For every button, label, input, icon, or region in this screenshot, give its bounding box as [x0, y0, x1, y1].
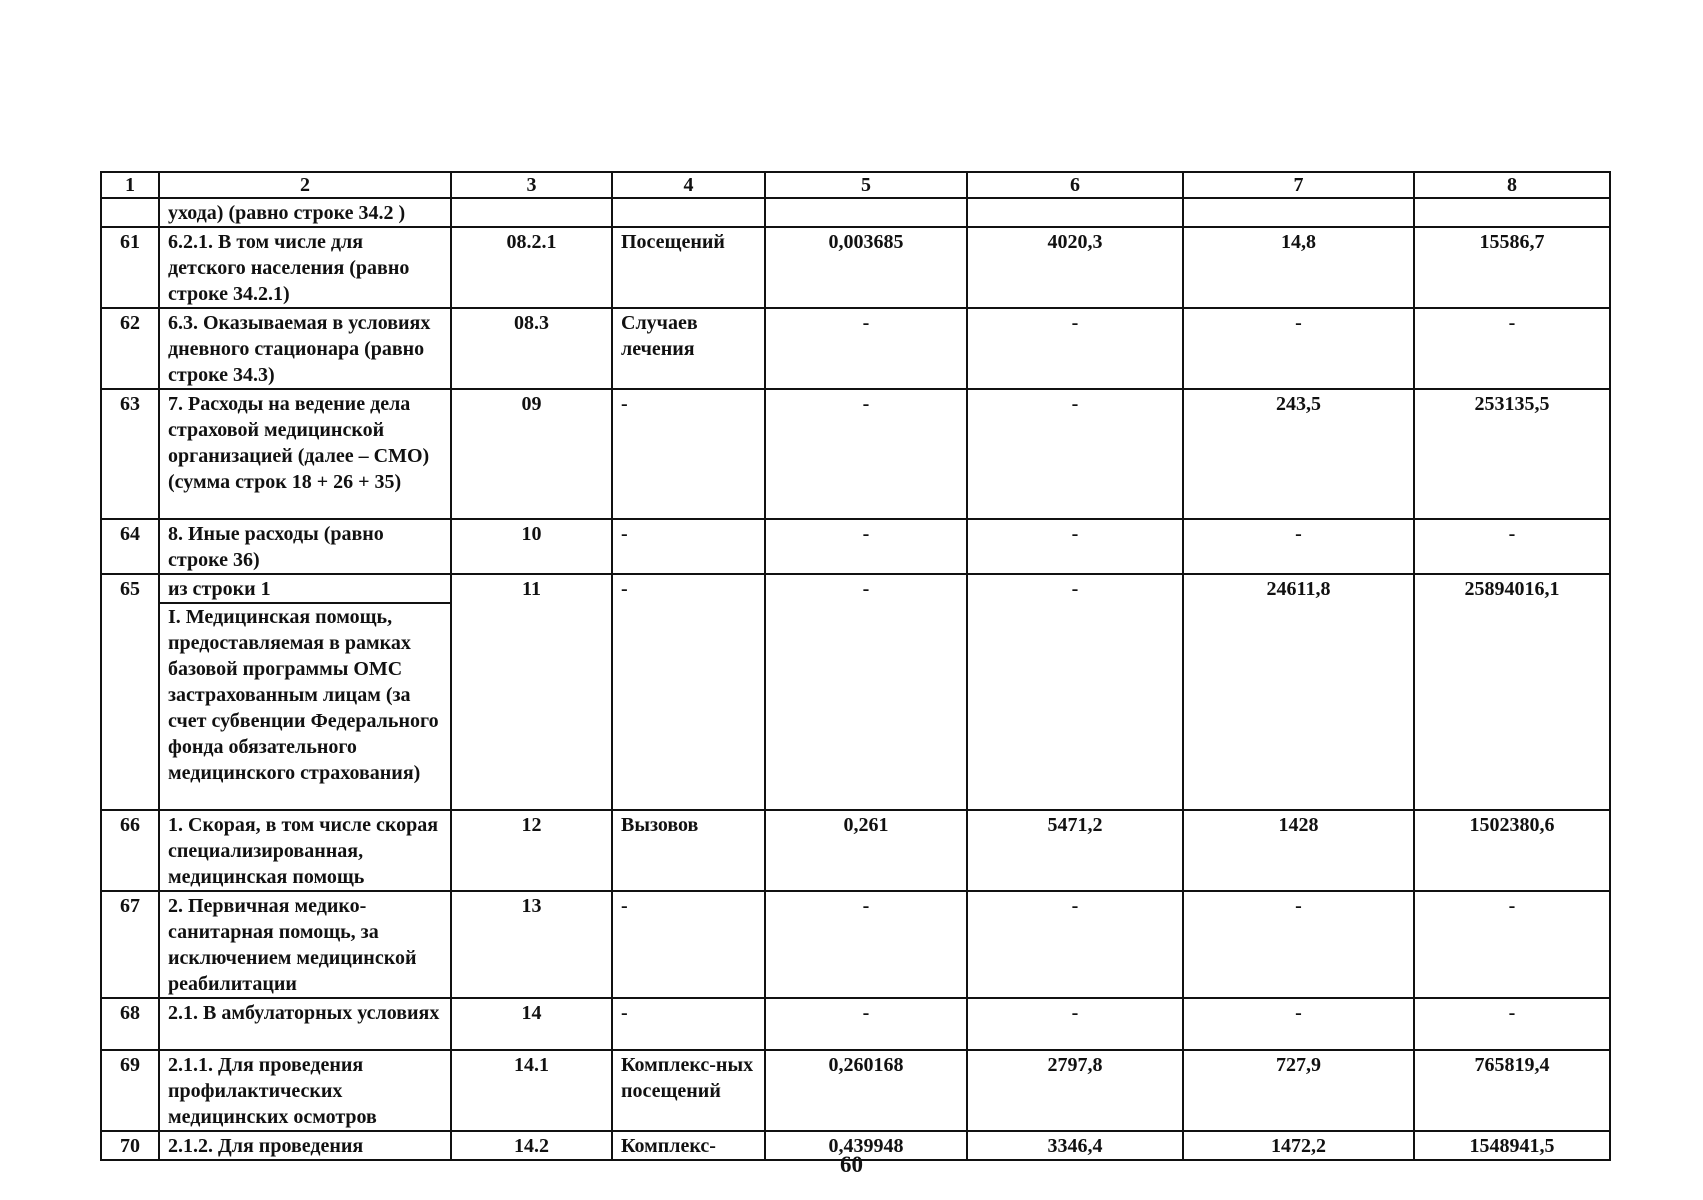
row-code: 08.3	[451, 308, 612, 389]
row-unit: -	[612, 519, 765, 574]
row-value-col7: 1472,2	[1183, 1131, 1414, 1160]
column-number-header: 4	[612, 172, 765, 198]
row-value-col7: 14,8	[1183, 227, 1414, 308]
row-value-col7: -	[1183, 891, 1414, 998]
row-code: 09	[451, 389, 612, 519]
row-value-col7	[1183, 198, 1414, 227]
row-value-col7: -	[1183, 998, 1414, 1050]
row-value-col7: 1428	[1183, 810, 1414, 891]
column-number-header: 3	[451, 172, 612, 198]
row-value-col8: 765819,4	[1414, 1050, 1610, 1131]
row-name: 6.2.1. В том числе для детского населения (равно строке 34.2.1)	[159, 227, 451, 308]
row-code: 12	[451, 810, 612, 891]
row-value-col6: 4020,3	[967, 227, 1183, 308]
row-value-col5: -	[765, 519, 967, 574]
row-value-col8	[1414, 198, 1610, 227]
row-name: 2.1. В амбулаторных условиях	[159, 998, 451, 1050]
row-unit: -	[612, 891, 765, 998]
table-row	[101, 519, 1610, 574]
row-value-col7: 243,5	[1183, 389, 1414, 519]
row-value-col7: -	[1183, 519, 1414, 574]
row-value-col5: 0,260168	[765, 1050, 967, 1131]
row-code: 14.1	[451, 1050, 612, 1131]
row-unit: -	[612, 389, 765, 519]
column-number-header: 7	[1183, 172, 1414, 198]
row-value-col5: 0,003685	[765, 227, 967, 308]
row-value-col6: -	[967, 389, 1183, 519]
row-name-heading: из строки 1	[168, 578, 271, 600]
table-row	[101, 810, 1610, 891]
row-code: 14	[451, 998, 612, 1050]
row-value-col7: 727,9	[1183, 1050, 1414, 1131]
row-value-col8: -	[1414, 998, 1610, 1050]
table-row	[101, 998, 1610, 1050]
table-row	[101, 1050, 1610, 1131]
row-name: 1. Скорая, в том числе скорая специализированная, медицинская помощь	[159, 810, 451, 891]
row-number: 62	[101, 308, 159, 389]
row-value-col5	[765, 198, 967, 227]
row-value-col6: -	[967, 308, 1183, 389]
row-name: 2.1.2. Для проведения	[159, 1131, 451, 1160]
row-value-col8: -	[1414, 308, 1610, 389]
table-row	[101, 891, 1610, 998]
row-value-col5: -	[765, 998, 967, 1050]
row-value-col8: -	[1414, 891, 1610, 998]
row-name-subheading: I. Медицинская помощь, предоставляемая в рамках базовой программы ОМС застрахованным лицам (за счет субвенции Федерального фонда обязательного медицинского страхования)	[160, 602, 450, 786]
row-name: 2. Первичная медико-санитарная помощь, за исключением медицинской реабилитации	[159, 891, 451, 998]
table-row	[101, 389, 1610, 519]
row-unit: Вызовов	[612, 810, 765, 891]
column-number-header: 1	[101, 172, 159, 198]
row-value-col6: -	[967, 519, 1183, 574]
table-row	[101, 574, 1610, 810]
row-number: 67	[101, 891, 159, 998]
row-value-col6: -	[967, 574, 1183, 810]
row-number: 65	[101, 574, 159, 810]
row-name: 6.3. Оказываемая в условиях дневного стационара (равно строке 34.3)	[159, 308, 451, 389]
column-number-header: 2	[159, 172, 451, 198]
row-value-col6: 2797,8	[967, 1050, 1183, 1131]
row-value-col5: -	[765, 389, 967, 519]
table-row	[101, 198, 1610, 227]
row-value-col5: -	[765, 891, 967, 998]
row-code: 08.2.1	[451, 227, 612, 308]
row-unit: -	[612, 998, 765, 1050]
row-value-col8: 25894016,1	[1414, 574, 1610, 810]
row-value-col6	[967, 198, 1183, 227]
row-number: 68	[101, 998, 159, 1050]
row-value-col7: -	[1183, 308, 1414, 389]
row-value-col6: 5471,2	[967, 810, 1183, 891]
column-number-row	[101, 172, 1610, 198]
row-code	[451, 198, 612, 227]
data-table	[100, 171, 1611, 1161]
row-value-col8: 1548941,5	[1414, 1131, 1610, 1160]
row-code: 14.2	[451, 1131, 612, 1160]
row-value-col6: 3346,4	[967, 1131, 1183, 1160]
row-number: 70	[101, 1131, 159, 1160]
row-unit: Комплекс-	[612, 1131, 765, 1160]
row-value-col5: 0,439948	[765, 1131, 967, 1160]
row-name: ухода) (равно строке 34.2 )	[159, 198, 451, 227]
row-value-col5: -	[765, 574, 967, 810]
row-value-col8: -	[1414, 519, 1610, 574]
row-number: 64	[101, 519, 159, 574]
row-number: 66	[101, 810, 159, 891]
row-number	[101, 198, 159, 227]
row-number: 63	[101, 389, 159, 519]
table-row	[101, 227, 1610, 308]
row-value-col6: -	[967, 891, 1183, 998]
row-value-col8: 15586,7	[1414, 227, 1610, 308]
document-page	[100, 171, 1611, 1161]
column-number-header: 8	[1414, 172, 1610, 198]
row-unit: Случаев лечения	[612, 308, 765, 389]
row-name: 8. Иные расходы (равно строке 36)	[159, 519, 451, 574]
row-number: 69	[101, 1050, 159, 1131]
row-value-col8: 1502380,6	[1414, 810, 1610, 891]
row-value-col6: -	[967, 998, 1183, 1050]
row-value-col5: 0,261	[765, 810, 967, 891]
column-number-header: 6	[967, 172, 1183, 198]
row-name: 2.1.1. Для проведения профилактических медицинских осмотров	[159, 1050, 451, 1131]
row-value-col8: 253135,5	[1414, 389, 1610, 519]
row-value-col7: 24611,8	[1183, 574, 1414, 810]
column-number-header: 5	[765, 172, 967, 198]
row-unit	[612, 198, 765, 227]
row-number: 61	[101, 227, 159, 308]
row-unit: -	[612, 574, 765, 810]
row-unit: Комплекс-ных посещений	[612, 1050, 765, 1131]
page-number: 60	[840, 1152, 863, 1177]
row-unit: Посещений	[612, 227, 765, 308]
row-name: 7. Расходы на ведение дела страховой медицинской организацией (далее – СМО) (сумма строк 18 + 26 + 35)	[159, 389, 451, 519]
row-code: 13	[451, 891, 612, 998]
table-row	[101, 308, 1610, 389]
row-name	[159, 574, 451, 810]
row-value-col5: -	[765, 308, 967, 389]
row-code: 10	[451, 519, 612, 574]
row-code: 11	[451, 574, 612, 810]
